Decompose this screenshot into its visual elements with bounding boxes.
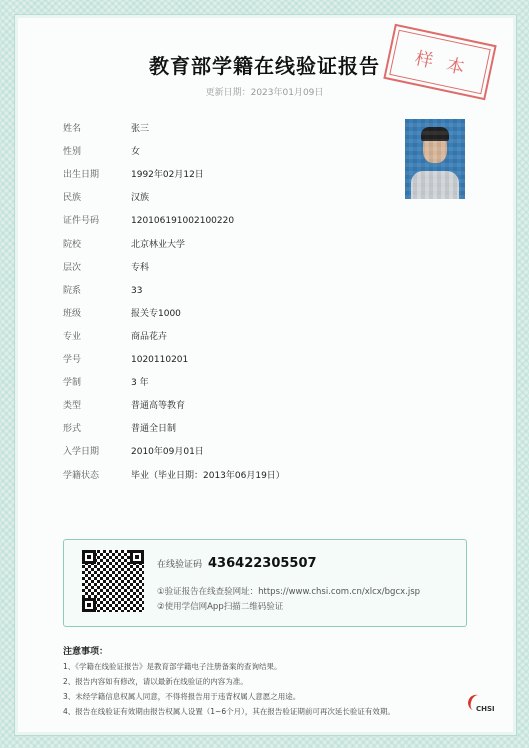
field-label: 性别	[63, 147, 82, 158]
field-label: 形式	[63, 424, 82, 435]
verification-code-line	[157, 556, 317, 571]
field-value: 120106191002100220	[131, 216, 235, 227]
field-label: 民族	[63, 193, 82, 204]
field-value: 北京林业大学	[131, 239, 186, 250]
report-title: 教育部学籍在线验证报告	[149, 54, 380, 78]
field-label: 院系	[63, 285, 82, 296]
field-label: 入学日期	[63, 447, 100, 458]
field-label: 学籍状态	[63, 470, 100, 481]
field-value: 张三	[131, 124, 150, 134]
verification-code-label: 在线验证码	[157, 560, 203, 570]
field-value: 报关专1000	[131, 308, 181, 319]
update-date: 更新日期：2023年01月09日	[205, 88, 324, 98]
field-value: 1020110201	[131, 355, 189, 365]
field-value: 33	[131, 285, 143, 296]
field-value: 汉族	[131, 193, 150, 204]
field-value: 普通高等教育	[131, 401, 186, 412]
field-label: 班级	[63, 308, 82, 319]
note-item: 4、报告在线验证有效期由报告权属人设置（1~6个月），其在报告验证期前可再次延长验证有效期。	[63, 707, 395, 716]
field-label: 学制	[63, 378, 82, 389]
field-value: 2010年09月01日	[131, 447, 204, 458]
field-label: 类型	[63, 401, 82, 412]
student-photo	[405, 119, 465, 199]
note-item: 3、未经学籍信息权属人同意，不得将报告用于违背权属人意愿之用途。	[63, 692, 301, 701]
field-value: 专科	[131, 262, 150, 273]
field-label: 姓名	[63, 124, 82, 134]
qr-code[interactable]	[82, 550, 144, 612]
field-value: 1992年02月12日	[131, 170, 204, 181]
verification-url-note[interactable]: ①验证报告在线查验网址：https://www.chsi.com.cn/xlcx/bgcx.jsp	[157, 587, 421, 597]
notes-title: 注意事项：	[63, 647, 109, 657]
chsi-logo-text: CHSI	[476, 705, 495, 713]
field-label: 院校	[63, 239, 82, 250]
chsi-logo	[460, 693, 500, 719]
field-label: 专业	[63, 331, 82, 342]
field-value: 毕业（毕业日期：2013年06月19日）	[131, 470, 285, 481]
field-label: 证件号码	[63, 216, 100, 227]
field-value: 商品花卉	[131, 331, 168, 342]
verification-box	[63, 539, 467, 627]
field-label: 层次	[63, 262, 82, 273]
field-value: 3 年	[131, 378, 149, 389]
note-item: 1、《学籍在线验证报告》是教育部学籍电子注册备案的查询结果。	[63, 662, 282, 671]
field-value: 普通全日制	[131, 424, 177, 435]
verification-app-note: ②使用学信网App扫描二维码验证	[157, 602, 284, 612]
field-value: 女	[131, 147, 141, 158]
field-label: 学号	[63, 355, 82, 365]
note-item: 2、报告内容如有修改，请以最新在线验证的内容为准。	[63, 677, 248, 686]
verification-code: 436422305507	[208, 556, 317, 571]
sample-stamp: 样本	[383, 24, 496, 100]
field-label: 出生日期	[63, 170, 100, 181]
